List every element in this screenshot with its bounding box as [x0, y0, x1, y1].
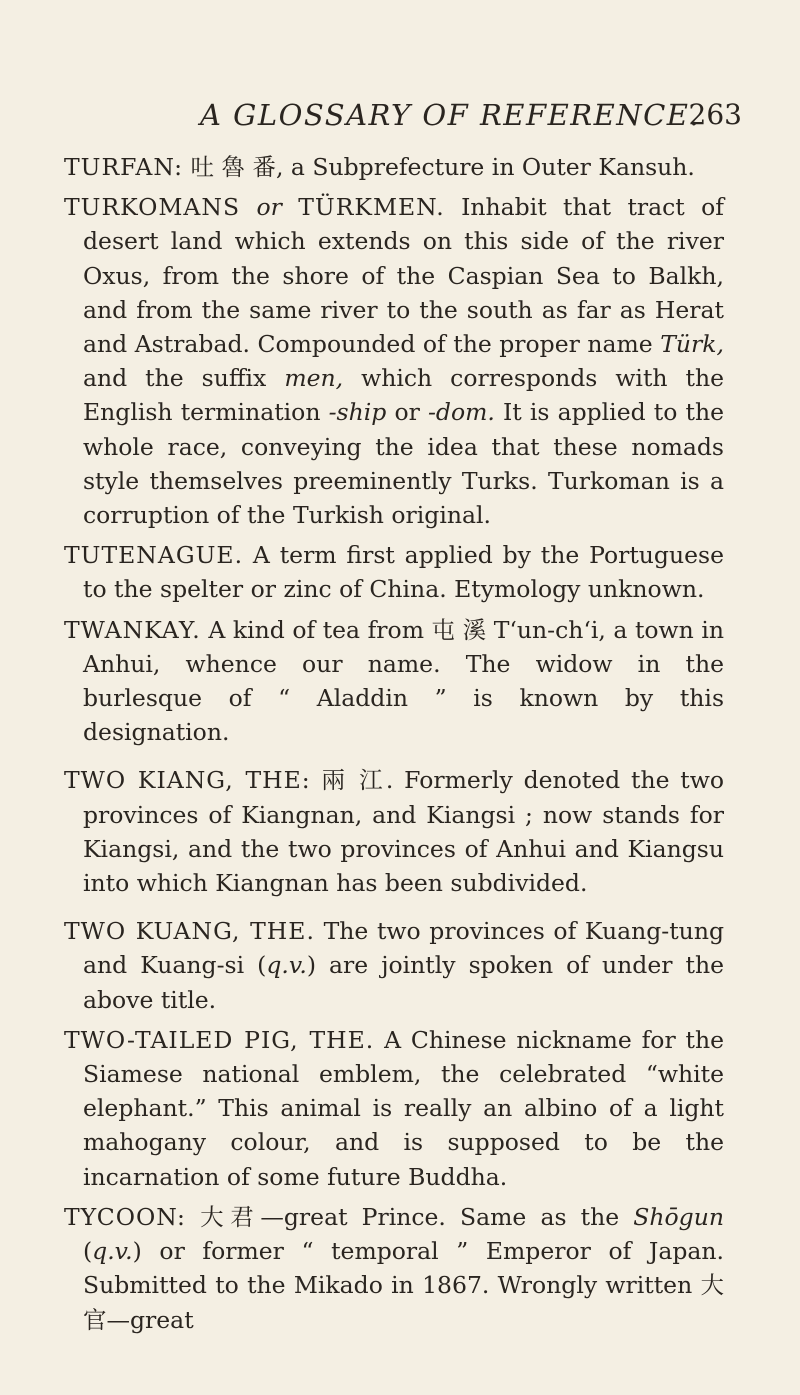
entry-tycoon — [64, 1200, 724, 1337]
entry-text: ) or former “ temporal ” Emperor of Japan. Submitted to the Mikado in 1867. Wrongly written 大 官—great — [83, 1237, 724, 1334]
entry-text: ( — [83, 1237, 93, 1266]
headword: TUTENAGUE. — [64, 541, 244, 570]
entry-text: 大君—great Prince. Same as the — [185, 1202, 634, 1231]
entry-text: 兩 江. Formerly denoted the two provinces of Kiangnan, and Kiangsi ; now stands for Kiangsi, and the two provinces of Anhui and Kiangsu into which Kiangnan has been subdivided. — [83, 766, 724, 898]
headword: TWO KUANG, THE. — [64, 917, 315, 946]
entry-text: and the suffix — [83, 364, 285, 393]
entry-text: Inhabit that tract of desert land which extends on this side of the river Oxus, from the shore of the Caspian Sea to Balkh, and from the same river to the south as far as Herat and Astrabad. Compounded of the proper name — [83, 193, 724, 359]
entry-italic: q.v. — [266, 951, 307, 980]
headword: TWO KIANG, THE: — [64, 766, 311, 795]
running-title: A GLOSSARY OF REFERENCE. — [200, 98, 701, 132]
entry-text: 吐 魯 番, a Subprefecture in Outer Kansuh. — [183, 153, 695, 181]
entry-text: The two provinces of Kuang-tung and Kuang-si ( — [83, 917, 724, 980]
page-header — [0, 98, 800, 138]
glossary-body — [64, 150, 724, 1343]
entry-text: which corresponds with the English termination — [83, 364, 725, 427]
headword: TWANKAY. — [64, 615, 201, 644]
entry-italic: -dom. — [427, 398, 495, 427]
entry-text: ) are jointly spoken of under the above title. — [83, 951, 725, 1014]
entry-turkomans — [64, 190, 724, 532]
entry-text: A kind of tea from 屯 溪 T‘un-ch‘i, a town in Anhui, whence our name. The widow in the burlesque of “ Aladdin ” is known by this designation. — [83, 615, 724, 747]
headword: TYCOON: — [64, 1202, 186, 1231]
entry-italic: q.v. — [92, 1237, 133, 1266]
entry-twankay — [64, 613, 724, 750]
headword: TURKOMANS — [64, 193, 241, 222]
entry-tutenague — [64, 538, 724, 606]
entry-two-kuang — [64, 914, 724, 1017]
entry-italic: men, — [284, 364, 344, 393]
entry-text: or — [386, 398, 428, 427]
entry-text: It is applied to the whole race, conveying the idea that these nomads style themselves preeminently Turks. Turkoman is a corruption of the Turkish original. — [83, 398, 724, 530]
entry-italic: Türk, — [660, 330, 724, 359]
page-number: 263 — [688, 98, 742, 131]
headword: TWO-TAILED PIG, THE. — [64, 1025, 375, 1054]
headword-alt: TÜRKMEN. — [298, 193, 445, 222]
entry-text: A Chinese nickname for the Siamese national emblem, the celebrated “white elephant.” This animal is really an albino of a light mahogany colour, and is supposed to be the incarnation of some future Buddha. — [83, 1025, 724, 1191]
entry-text: A term first applied by the Portuguese to the spelter or zinc of China. Etymology unknown. — [83, 541, 724, 604]
headword: TURFAN: — [64, 153, 184, 181]
entry-italic: Shōgun — [633, 1202, 724, 1231]
entry-italic: -ship — [328, 398, 387, 427]
entry-two-kiang — [64, 763, 724, 900]
entry-turfan — [64, 150, 724, 184]
connector-or: or — [240, 193, 299, 222]
entry-two-tailed-pig — [64, 1023, 724, 1194]
